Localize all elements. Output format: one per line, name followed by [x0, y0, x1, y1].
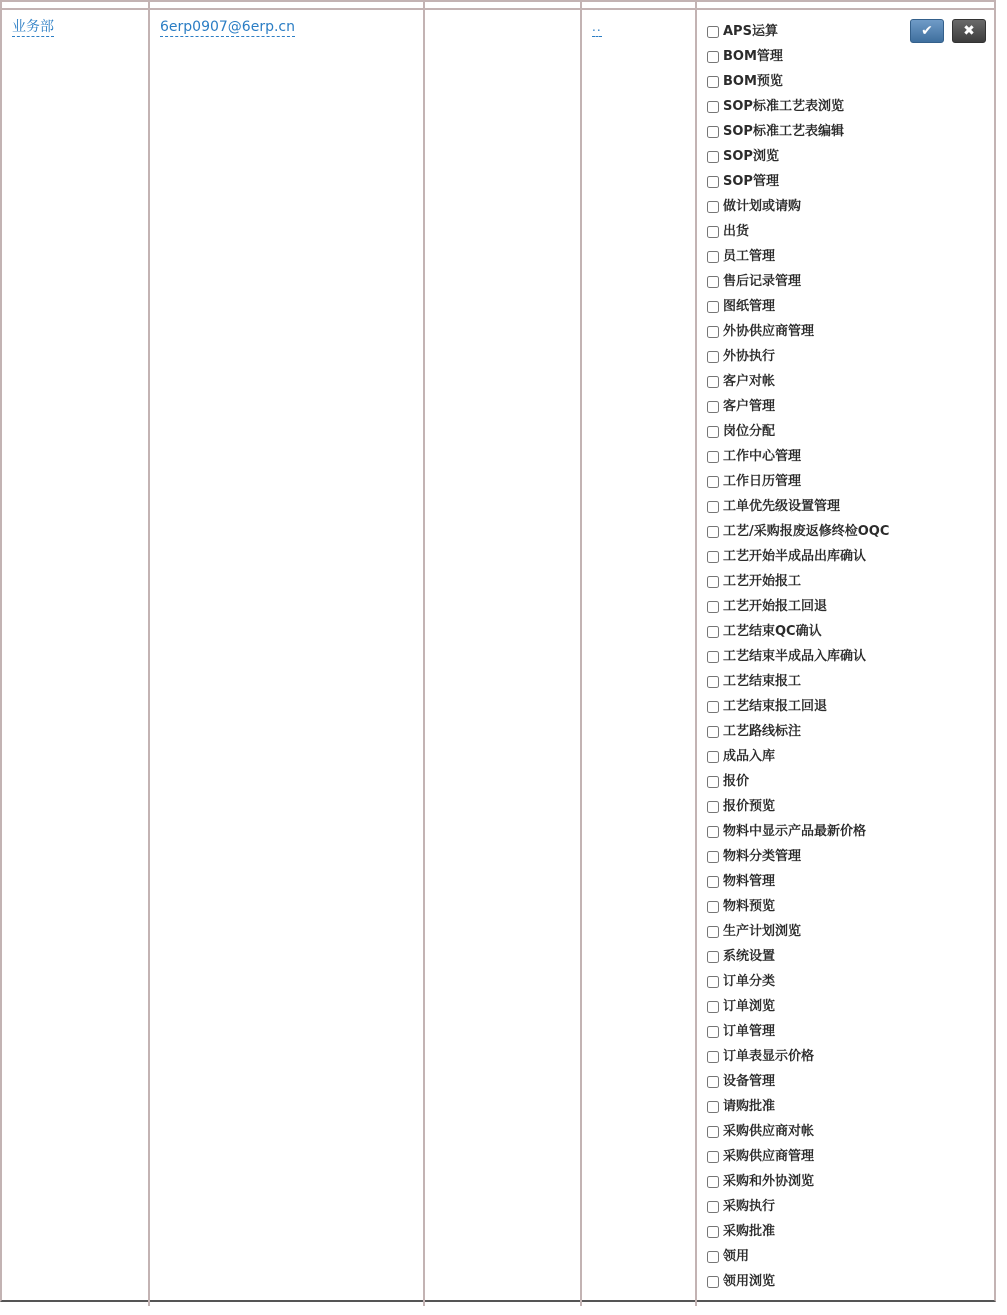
- department-cell: [2, 10, 150, 1306]
- permission-item: [707, 994, 889, 1019]
- permission-label: 外协执行: [723, 348, 776, 364]
- permission-checkbox[interactable]: [707, 751, 719, 763]
- permission-checkbox[interactable]: [707, 251, 719, 263]
- permission-checkbox[interactable]: [707, 726, 719, 738]
- permission-checkbox[interactable]: [707, 151, 719, 163]
- permission-checkbox[interactable]: [707, 701, 719, 713]
- permission-checkbox[interactable]: [707, 576, 719, 588]
- permission-checkbox[interactable]: [707, 876, 719, 888]
- permission-checkbox[interactable]: [707, 1051, 719, 1063]
- permission-label: 物料分类管理: [723, 848, 802, 864]
- permission-item: [707, 819, 889, 844]
- permission-item: [707, 969, 889, 994]
- permission-label: 采购供应商管理: [723, 1148, 815, 1164]
- permission-item: [707, 469, 889, 494]
- permission-checkbox[interactable]: [707, 401, 719, 413]
- permission-item: [707, 669, 889, 694]
- permission-item: [707, 219, 889, 244]
- permission-label: 设备管理: [723, 1073, 776, 1089]
- permission-item: [707, 1244, 889, 1269]
- permission-label: 订单管理: [723, 1023, 776, 1039]
- permission-item: [707, 319, 889, 344]
- permission-checkbox[interactable]: [707, 1176, 719, 1188]
- permission-checkbox[interactable]: [707, 901, 719, 913]
- permission-item: [707, 844, 889, 869]
- permission-label: 员工管理: [723, 248, 776, 264]
- permission-checkbox[interactable]: [707, 351, 719, 363]
- permission-label: 工艺结束报工回退: [723, 698, 828, 714]
- permission-label: 客户对帐: [723, 373, 776, 389]
- permission-label: 采购和外协浏览: [723, 1173, 815, 1189]
- permission-checkbox[interactable]: [707, 926, 719, 938]
- permission-label: 物料管理: [723, 873, 776, 889]
- email-link[interactable]: 6erp0907@6erp.cn: [160, 19, 295, 35]
- permission-item: [707, 269, 889, 294]
- permission-item: [707, 694, 889, 719]
- permission-label: SOP标准工艺表编辑: [723, 123, 844, 139]
- permission-item: [707, 1069, 889, 1094]
- permission-item: [707, 1044, 889, 1069]
- permission-item: [707, 144, 889, 169]
- permission-checkbox[interactable]: [707, 676, 719, 688]
- permission-label: 领用浏览: [723, 1273, 776, 1289]
- permission-item: [707, 294, 889, 319]
- permission-checkbox[interactable]: [707, 1026, 719, 1038]
- permission-checkbox[interactable]: [707, 1101, 719, 1113]
- permission-item: [707, 244, 889, 269]
- permission-item: [707, 1194, 889, 1219]
- permission-checkbox[interactable]: [707, 1076, 719, 1088]
- permission-item: [707, 419, 889, 444]
- empty-cell: [425, 10, 582, 1306]
- permission-item: [707, 1269, 889, 1294]
- permission-checkbox[interactable]: [707, 1001, 719, 1013]
- permission-item: [707, 1019, 889, 1044]
- permission-label: BOM管理: [723, 48, 783, 64]
- permission-label: 工单优先级设置管理: [723, 498, 841, 514]
- permission-item: [707, 344, 889, 369]
- permission-label: 订单分类: [723, 973, 776, 989]
- permission-item: [707, 1119, 889, 1144]
- permission-label: 客户管理: [723, 398, 776, 414]
- permission-checkbox[interactable]: [707, 826, 719, 838]
- permission-label: 工艺结束报工: [723, 673, 802, 689]
- permission-label: 采购供应商对帐: [723, 1123, 815, 1139]
- permission-label: 售后记录管理: [723, 273, 802, 289]
- permission-label: 报价: [723, 773, 750, 789]
- permission-item: [707, 494, 889, 519]
- permission-label: 请购批准: [723, 1098, 776, 1114]
- permission-item: [707, 894, 889, 919]
- ellipsis-link[interactable]: ..: [592, 19, 602, 37]
- permission-label: 工艺开始报工回退: [723, 598, 828, 614]
- permission-label: SOP浏览: [723, 148, 779, 164]
- permission-label: 采购批准: [723, 1223, 776, 1239]
- permission-checkbox[interactable]: [707, 301, 719, 313]
- cancel-button[interactable]: [952, 19, 986, 43]
- permission-label: 岗位分配: [723, 423, 776, 439]
- permission-item: [707, 769, 889, 794]
- permission-checkbox[interactable]: [707, 1276, 719, 1288]
- permission-item: [707, 369, 889, 394]
- checkmark-icon: ✔: [921, 23, 933, 39]
- close-icon: ✖: [963, 23, 975, 39]
- permission-checkbox[interactable]: [707, 426, 719, 438]
- permission-item: [707, 619, 889, 644]
- permission-item: [707, 94, 889, 119]
- permission-label: APS运算: [723, 23, 778, 39]
- confirm-button[interactable]: [910, 19, 944, 43]
- permissions-cell: [697, 10, 994, 1306]
- permission-checkbox[interactable]: [707, 1126, 719, 1138]
- permission-label: 订单浏览: [723, 998, 776, 1014]
- permission-label: 物料预览: [723, 898, 776, 914]
- permission-checkbox[interactable]: [707, 501, 719, 513]
- permission-item: [707, 869, 889, 894]
- permission-checkbox[interactable]: [707, 1201, 719, 1213]
- permission-checkbox[interactable]: [707, 1151, 719, 1163]
- permission-checkbox[interactable]: [707, 801, 719, 813]
- permission-label: 工艺路线标注: [723, 723, 802, 739]
- permission-item: [707, 794, 889, 819]
- permission-label: 物料中显示产品最新价格: [723, 823, 867, 839]
- permission-checkbox[interactable]: [707, 376, 719, 388]
- email-cell: [150, 10, 425, 1306]
- permission-item: [707, 1094, 889, 1119]
- permission-checkbox[interactable]: [707, 651, 719, 663]
- permission-label: BOM预览: [723, 73, 783, 89]
- permission-label: 出货: [723, 223, 750, 239]
- permission-item: [707, 169, 889, 194]
- permission-checkbox[interactable]: [707, 201, 719, 213]
- permission-checkbox[interactable]: [707, 851, 719, 863]
- permission-checkbox[interactable]: [707, 601, 719, 613]
- permission-item: [707, 594, 889, 619]
- permission-label: 工艺/采购报废返修终检OQC: [723, 523, 890, 539]
- permission-checkbox[interactable]: [707, 776, 719, 788]
- permission-checkbox[interactable]: [707, 26, 719, 38]
- permission-checkbox[interactable]: [707, 526, 719, 538]
- permission-item: [707, 19, 889, 44]
- permission-label: 订单表显示价格: [723, 1048, 815, 1064]
- permission-item: [707, 919, 889, 944]
- permission-checkbox[interactable]: [707, 551, 719, 563]
- permission-checkbox[interactable]: [707, 101, 719, 113]
- table-row: [2, 8, 994, 1306]
- permission-checkbox[interactable]: [707, 626, 719, 638]
- permission-label: 领用: [723, 1248, 750, 1264]
- permission-checkbox[interactable]: [707, 76, 719, 88]
- permission-checkbox[interactable]: [707, 1226, 719, 1238]
- permission-checkbox[interactable]: [707, 176, 719, 188]
- permission-label: 采购执行: [723, 1198, 776, 1214]
- permission-item: [707, 394, 889, 419]
- previous-row-strip: [2, 2, 994, 8]
- permission-label: 系统设置: [723, 948, 776, 964]
- permission-label: 工作中心管理: [723, 448, 802, 464]
- permission-label: 工艺开始报工: [723, 573, 802, 589]
- permission-checkbox[interactable]: [707, 951, 719, 963]
- permission-item: [707, 119, 889, 144]
- permission-label: SOP管理: [723, 173, 779, 189]
- permission-item: [707, 944, 889, 969]
- department-link[interactable]: 业务部: [12, 19, 54, 35]
- permission-item: [707, 569, 889, 594]
- permission-checkbox[interactable]: [707, 326, 719, 338]
- permission-item: [707, 519, 889, 544]
- permission-checkbox[interactable]: [707, 226, 719, 238]
- permission-label: 做计划或请购: [723, 198, 802, 214]
- permission-label: 生产计划浏览: [723, 923, 802, 939]
- permission-item: [707, 69, 889, 94]
- permission-item: [707, 744, 889, 769]
- permission-checkbox[interactable]: [707, 451, 719, 463]
- permission-item: [707, 1219, 889, 1244]
- permission-checkbox[interactable]: [707, 51, 719, 63]
- permission-label: SOP标准工艺表浏览: [723, 98, 844, 114]
- permission-item: [707, 544, 889, 569]
- permission-label: 工艺开始半成品出库确认: [723, 548, 867, 564]
- permission-label: 外协供应商管理: [723, 323, 815, 339]
- permission-item: [707, 1144, 889, 1169]
- permission-item: [707, 444, 889, 469]
- permissions-checklist: [707, 19, 889, 1294]
- permission-item: [707, 719, 889, 744]
- permission-checkbox[interactable]: [707, 976, 719, 988]
- permission-item: [707, 644, 889, 669]
- permission-item: [707, 194, 889, 219]
- ellipsis-cell: [582, 10, 697, 1306]
- permission-label: 工艺结束半成品入库确认: [723, 648, 867, 664]
- permission-label: 图纸管理: [723, 298, 776, 314]
- permission-label: 成品入库: [723, 748, 776, 764]
- permission-checkbox[interactable]: [707, 476, 719, 488]
- permission-checkbox[interactable]: [707, 276, 719, 288]
- permission-label: 工作日历管理: [723, 473, 802, 489]
- permission-checkbox[interactable]: [707, 126, 719, 138]
- permission-item: [707, 44, 889, 69]
- permission-label: 报价预览: [723, 798, 776, 814]
- permission-item: [707, 1169, 889, 1194]
- permission-checkbox[interactable]: [707, 1251, 719, 1263]
- permission-label: 工艺结束QC确认: [723, 623, 822, 639]
